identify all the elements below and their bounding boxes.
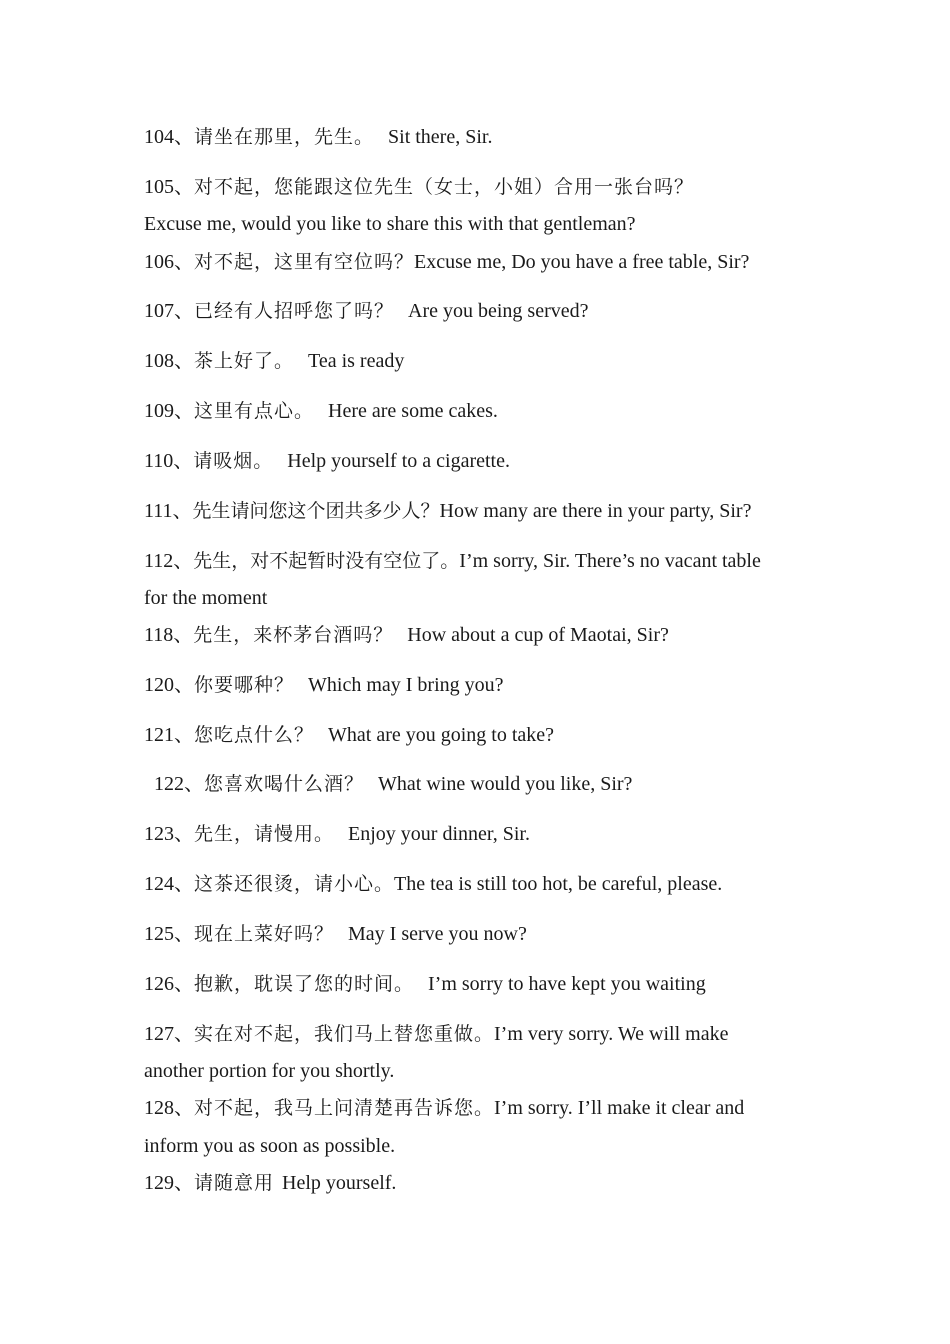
phrase-english: I’m sorry, Sir. There’s no vacant table: [459, 550, 761, 572]
phrase-105: [144, 175, 694, 199]
phrase-chinese: 茶上好了。: [194, 350, 295, 372]
phrase-chinese: 对不起，您能跟这位先生（女士，小姐）合用一张台吗？: [194, 176, 695, 198]
phrase-number: 123、: [144, 823, 194, 845]
phrase-106: [144, 250, 749, 274]
phrase-number: 121、: [144, 724, 194, 746]
phrase-english: Help yourself to a cigarette.: [287, 450, 510, 472]
phrase-109: [144, 399, 498, 423]
phrase-123: [144, 822, 530, 846]
phrase-number: 120、: [144, 674, 194, 696]
phrase-112-continuation: [144, 586, 267, 610]
phrase-number: 122、: [154, 773, 204, 795]
phrase-number: 107、: [144, 300, 194, 322]
phrase-english-continued: inform you as soon as possible.: [144, 1135, 396, 1157]
phrase-english: Excuse me, Do you have a free table, Sir?: [414, 251, 750, 273]
phrase-chinese: 你要哪种？: [194, 674, 295, 696]
phrase-english: Tea is ready: [308, 350, 405, 372]
phrase-english-continued: for the moment: [144, 587, 268, 609]
phrase-chinese: 现在上菜好吗？: [194, 923, 335, 945]
phrase-112: [144, 549, 761, 573]
phrase-chinese: 请随意用: [194, 1172, 275, 1194]
phrase-126: [144, 972, 706, 996]
phrase-chinese: 对不起，这里有空位吗？: [194, 251, 415, 273]
phrase-english: I’m sorry to have kept you waiting: [428, 973, 706, 995]
phrase-number: 106、: [144, 251, 194, 273]
phrase-number: 104、: [144, 126, 194, 148]
phrase-104: [144, 125, 492, 149]
phrase-number: 105、: [144, 176, 194, 198]
phrase-number: 108、: [144, 350, 194, 372]
phrase-english: What are you going to take?: [328, 724, 555, 746]
phrase-chinese: 这茶还很烫，请小心。: [194, 873, 395, 895]
phrase-108: [144, 349, 404, 373]
phrase-number: 110、: [144, 450, 194, 472]
phrase-english: Sit there, Sir.: [388, 126, 493, 148]
phrase-number: 125、: [144, 923, 194, 945]
phrase-125: [144, 922, 527, 946]
phrase-english: May I serve you now?: [348, 923, 527, 945]
phrase-english: Here are some cakes.: [328, 400, 498, 422]
phrase-number: 128、: [144, 1097, 194, 1119]
phrase-chinese: 已经有人招呼您了吗？: [194, 300, 395, 322]
phrase-number: 126、: [144, 973, 194, 995]
phrase-number: 118、: [144, 624, 194, 646]
phrase-number: 127、: [144, 1023, 194, 1045]
phrase-english: How about a cup of Maotai, Sir?: [407, 624, 669, 646]
phrase-number: 111、: [144, 500, 193, 522]
phrase-121: [144, 723, 554, 747]
phrase-number: 109、: [144, 400, 194, 422]
phrase-chinese: 实在对不起，我们马上替您重做。: [194, 1023, 495, 1045]
phrase-english: Are you being served?: [408, 300, 589, 322]
phrase-chinese: 先生，对不起暂时没有空位了。: [193, 550, 460, 572]
phrase-number: 124、: [144, 873, 194, 895]
phrase-english: I’m very sorry. We will make: [494, 1023, 729, 1045]
phrase-111: [144, 499, 751, 523]
phrase-chinese: 您吃点什么？: [194, 724, 315, 746]
phrase-chinese: 请坐在那里，先生。: [194, 126, 375, 148]
phrase-chinese: 这里有点心。: [194, 400, 315, 422]
phrase-english: Enjoy your dinner, Sir.: [348, 823, 530, 845]
phrase-english: The tea is still too hot, be careful, please.: [394, 873, 723, 895]
phrase-english: Which may I bring you?: [308, 674, 504, 696]
phrase-chinese: 您喜欢喝什么酒？: [204, 773, 365, 795]
phrase-110: [144, 449, 510, 473]
phrase-118: [144, 623, 669, 647]
phrase-chinese: 请吸烟。: [193, 450, 274, 472]
phrase-127: [144, 1022, 728, 1046]
phrase-chinese: 先生，请慢用。: [194, 823, 335, 845]
phrase-122: [154, 772, 632, 796]
phrase-chinese: 先生请问您这个团共多少人？: [192, 500, 440, 522]
phrase-number: 112、: [144, 550, 194, 572]
phrase-107: [144, 299, 589, 323]
phrase-chinese: 抱歉，耽误了您的时间。: [194, 973, 415, 995]
phrase-128-continuation: [144, 1134, 395, 1158]
phrase-number: 129、: [144, 1172, 194, 1194]
phrase-124: [144, 872, 722, 896]
phrase-120: [144, 673, 504, 697]
phrase-128: [144, 1096, 744, 1120]
phrase-chinese: 先生，来杯茅台酒吗？: [193, 624, 394, 646]
phrase-english: I’m sorry. I’ll make it clear and: [494, 1097, 745, 1119]
phrase-127-continuation: [144, 1059, 394, 1083]
phrase-english: What wine would you like, Sir?: [378, 773, 633, 795]
phrase-english: How many are there in your party, Sir?: [439, 500, 752, 522]
phrase-english-continued: another portion for you shortly.: [144, 1060, 395, 1082]
phrase-129: [144, 1171, 396, 1195]
phrase-english: Excuse me, would you like to share this with that gentleman?: [144, 213, 636, 235]
phrase-english: Help yourself.: [282, 1172, 397, 1194]
phrase-105-english: [144, 212, 636, 236]
phrase-chinese: 对不起，我马上问清楚再告诉您。: [194, 1097, 495, 1119]
